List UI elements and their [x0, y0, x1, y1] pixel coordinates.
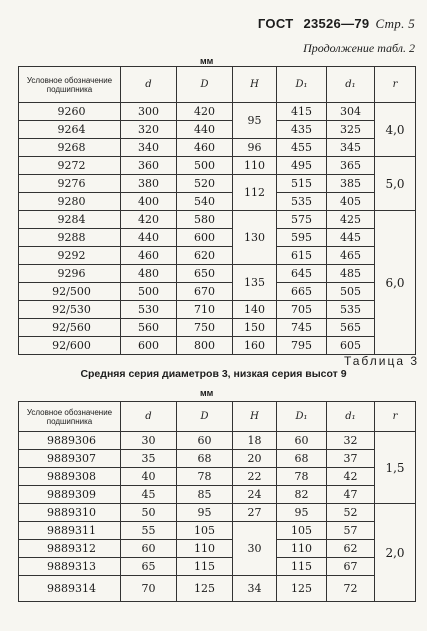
col-H: H: [233, 67, 277, 103]
table-row: [19, 486, 416, 504]
table-header-row: [19, 402, 416, 432]
cell-D1: 745: [277, 319, 327, 337]
cell-d1: 32: [327, 432, 375, 450]
cell-D: 78: [177, 468, 233, 486]
cell-d1: 485: [327, 265, 375, 283]
cell-d: 440: [121, 229, 177, 247]
cell-designation: 9889310: [19, 504, 121, 522]
standard-label: ГОСТ: [257, 16, 294, 31]
table-row: [19, 468, 416, 486]
units-label-2: мм: [200, 388, 214, 398]
cell-D: 440: [177, 121, 233, 139]
table-row: [19, 337, 416, 355]
cell-D: 68: [177, 450, 233, 468]
cell-D1: 795: [277, 337, 327, 355]
cell-d: 420: [121, 211, 177, 229]
standard-number: 23526—79: [303, 16, 370, 31]
cell-d1: 385: [327, 175, 375, 193]
table-row: [19, 211, 416, 229]
cell-D: 710: [177, 301, 233, 319]
cell-d1: 445: [327, 229, 375, 247]
cell-D: 800: [177, 337, 233, 355]
units-label-1: мм: [200, 56, 214, 66]
cell-d1: 52: [327, 504, 375, 522]
table-row: [19, 247, 416, 265]
cell-d: 380: [121, 175, 177, 193]
cell-designation: 9292: [19, 247, 121, 265]
cell-d1: 605: [327, 337, 375, 355]
table-row: [19, 558, 416, 576]
table-row: [19, 121, 416, 139]
cell-D1: 705: [277, 301, 327, 319]
cell-H: 27: [233, 504, 277, 522]
cell-designation: 9889309: [19, 486, 121, 504]
cell-D1: 575: [277, 211, 327, 229]
cell-designation: 9889313: [19, 558, 121, 576]
col-d: d: [121, 67, 177, 103]
cell-designation: 9288: [19, 229, 121, 247]
cell-designation: 92/560: [19, 319, 121, 337]
cell-d: 30: [121, 432, 177, 450]
cell-d: 600: [121, 337, 177, 355]
page-header: [258, 16, 415, 32]
cell-D: 95: [177, 504, 233, 522]
cell-H: 30: [233, 522, 277, 576]
cell-d1: 325: [327, 121, 375, 139]
cell-r: 6,0: [375, 211, 416, 355]
table-header-row: [19, 67, 416, 103]
cell-d1: 465: [327, 247, 375, 265]
cell-D1: 415: [277, 103, 327, 121]
cell-designation: 9889314: [19, 576, 121, 602]
table-row: [19, 175, 416, 193]
cell-D: 500: [177, 157, 233, 175]
cell-r: 2,0: [375, 504, 416, 602]
cell-d: 65: [121, 558, 177, 576]
cell-d: 320: [121, 121, 177, 139]
cell-D1: 60: [277, 432, 327, 450]
cell-D1: 125: [277, 576, 327, 602]
cell-designation: 9276: [19, 175, 121, 193]
cell-H: 160: [233, 337, 277, 355]
col-designation: Условное обозначение подшипника: [19, 67, 121, 103]
cell-D1: 665: [277, 283, 327, 301]
cell-D1: 615: [277, 247, 327, 265]
cell-D1: 105: [277, 522, 327, 540]
cell-d: 55: [121, 522, 177, 540]
cell-D1: 68: [277, 450, 327, 468]
col-H: H: [233, 402, 277, 432]
cell-D1: 115: [277, 558, 327, 576]
table-row: [19, 432, 416, 450]
cell-designation: 9296: [19, 265, 121, 283]
cell-d1: 365: [327, 157, 375, 175]
table-row: [19, 283, 416, 301]
cell-D: 60: [177, 432, 233, 450]
cell-H: 24: [233, 486, 277, 504]
cell-D: 125: [177, 576, 233, 602]
cell-H: 130: [233, 211, 277, 265]
cell-designation: 9889312: [19, 540, 121, 558]
table-2-continuation: [18, 66, 416, 355]
col-designation: Условное обозначение подшипника: [19, 402, 121, 432]
cell-r: 4,0: [375, 103, 416, 157]
cell-designation: 92/600: [19, 337, 121, 355]
cell-d: 560: [121, 319, 177, 337]
cell-d1: 304: [327, 103, 375, 121]
table-row: [19, 301, 416, 319]
cell-D: 520: [177, 175, 233, 193]
cell-D: 460: [177, 139, 233, 157]
page-number: Стр. 5: [375, 16, 415, 31]
table-row: [19, 319, 416, 337]
table-3-caption: Таблица 3: [343, 354, 419, 368]
cell-H: 34: [233, 576, 277, 602]
col-d1: d₁: [327, 402, 375, 432]
cell-d1: 47: [327, 486, 375, 504]
col-D: D: [177, 402, 233, 432]
cell-d1: 42: [327, 468, 375, 486]
cell-d: 40: [121, 468, 177, 486]
cell-D1: 515: [277, 175, 327, 193]
cell-designation: 9264: [19, 121, 121, 139]
cell-D: 105: [177, 522, 233, 540]
cell-d: 500: [121, 283, 177, 301]
cell-D: 600: [177, 229, 233, 247]
cell-D: 115: [177, 558, 233, 576]
table-row: [19, 522, 416, 540]
cell-d1: 62: [327, 540, 375, 558]
cell-D1: 82: [277, 486, 327, 504]
cell-D1: 645: [277, 265, 327, 283]
table-3: [18, 401, 416, 602]
cell-D1: 110: [277, 540, 327, 558]
table-row: [19, 540, 416, 558]
cell-designation: 9284: [19, 211, 121, 229]
cell-d1: 67: [327, 558, 375, 576]
series-title: Средняя серия диаметров 3, низкая серия высот 9: [80, 368, 347, 380]
cell-designation: 9889307: [19, 450, 121, 468]
cell-d1: 425: [327, 211, 375, 229]
col-D1: D₁: [277, 402, 327, 432]
cell-H: 96: [233, 139, 277, 157]
cell-D: 580: [177, 211, 233, 229]
cell-H: 135: [233, 265, 277, 301]
cell-d: 530: [121, 301, 177, 319]
table-row: [19, 576, 416, 602]
cell-designation: 9889311: [19, 522, 121, 540]
cell-designation: 92/530: [19, 301, 121, 319]
cell-H: 95: [233, 103, 277, 139]
cell-d: 460: [121, 247, 177, 265]
cell-d: 35: [121, 450, 177, 468]
cell-d1: 345: [327, 139, 375, 157]
cell-D: 420: [177, 103, 233, 121]
cell-designation: 92/500: [19, 283, 121, 301]
cell-D: 670: [177, 283, 233, 301]
cell-d: 340: [121, 139, 177, 157]
cell-D: 650: [177, 265, 233, 283]
cell-designation: 9268: [19, 139, 121, 157]
cell-d: 480: [121, 265, 177, 283]
cell-d1: 57: [327, 522, 375, 540]
cell-H: 18: [233, 432, 277, 450]
cell-D: 620: [177, 247, 233, 265]
cell-designation: 9272: [19, 157, 121, 175]
continuation-note: Продолжение табл. 2: [303, 41, 415, 55]
cell-D1: 595: [277, 229, 327, 247]
cell-d: 360: [121, 157, 177, 175]
cell-H: 110: [233, 157, 277, 175]
cell-designation: 9889306: [19, 432, 121, 450]
table-row: [19, 450, 416, 468]
cell-d1: 565: [327, 319, 375, 337]
cell-D1: 78: [277, 468, 327, 486]
cell-d1: 405: [327, 193, 375, 211]
cell-H: 20: [233, 450, 277, 468]
table-row: [19, 193, 416, 211]
cell-H: 22: [233, 468, 277, 486]
cell-H: 140: [233, 301, 277, 319]
cell-D1: 535: [277, 193, 327, 211]
cell-d1: 72: [327, 576, 375, 602]
cell-d1: 505: [327, 283, 375, 301]
col-r: r: [375, 67, 416, 103]
cell-D: 110: [177, 540, 233, 558]
table-row: [19, 139, 416, 157]
cell-D1: 435: [277, 121, 327, 139]
table-row: [19, 229, 416, 247]
cell-designation: 9260: [19, 103, 121, 121]
cell-d: 50: [121, 504, 177, 522]
cell-d: 45: [121, 486, 177, 504]
table-row: [19, 504, 416, 522]
col-D: D: [177, 67, 233, 103]
cell-D1: 95: [277, 504, 327, 522]
cell-D: 85: [177, 486, 233, 504]
cell-d: 300: [121, 103, 177, 121]
table-row: [19, 157, 416, 175]
cell-d: 400: [121, 193, 177, 211]
col-d1: d₁: [327, 67, 375, 103]
cell-designation: 9280: [19, 193, 121, 211]
cell-r: 1,5: [375, 432, 416, 504]
cell-D1: 495: [277, 157, 327, 175]
cell-H: 112: [233, 175, 277, 211]
col-D1: D₁: [277, 67, 327, 103]
cell-d: 60: [121, 540, 177, 558]
cell-d: 70: [121, 576, 177, 602]
col-r: r: [375, 402, 416, 432]
cell-D: 540: [177, 193, 233, 211]
cell-D1: 455: [277, 139, 327, 157]
table-row: [19, 265, 416, 283]
col-d: d: [121, 402, 177, 432]
cell-designation: 9889308: [19, 468, 121, 486]
cell-H: 150: [233, 319, 277, 337]
cell-d1: 535: [327, 301, 375, 319]
table-row: [19, 103, 416, 121]
cell-D: 750: [177, 319, 233, 337]
cell-r: 5,0: [375, 157, 416, 211]
cell-d1: 37: [327, 450, 375, 468]
